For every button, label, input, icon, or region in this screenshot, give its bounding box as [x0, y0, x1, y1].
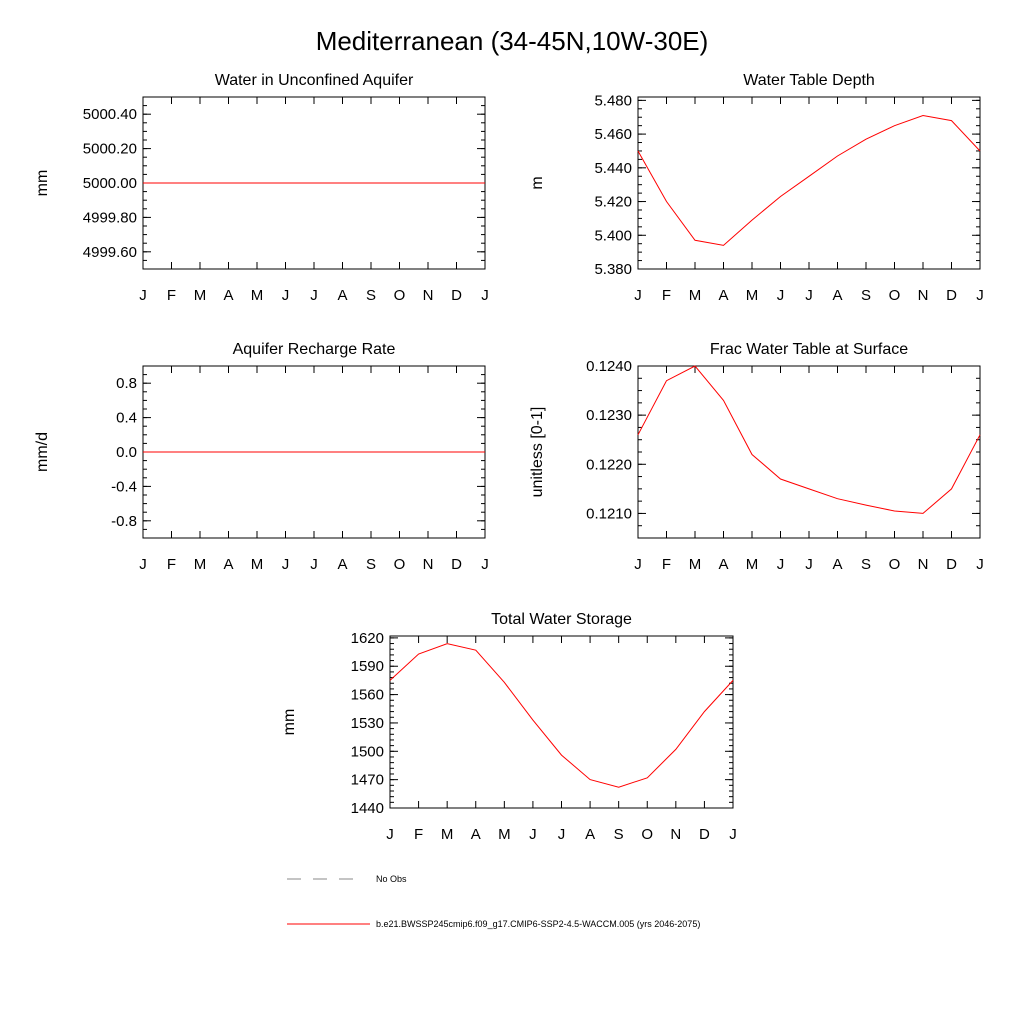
- x-tick-label: J: [310, 287, 318, 304]
- x-tick-label: A: [832, 556, 843, 573]
- y-tick-label: 4999.80: [82, 209, 137, 227]
- x-tick-label: N: [422, 556, 434, 573]
- panel-title: Water in Unconfined Aquifer: [214, 72, 414, 89]
- chart-panel-3: [34, 341, 489, 573]
- x-tick-label: M: [250, 556, 264, 573]
- x-tick-label: A: [832, 287, 843, 304]
- chart-panel-5: [281, 611, 737, 843]
- y-tick-label: 0.8: [116, 375, 137, 393]
- x-tick-label: O: [393, 556, 406, 573]
- x-tick-label: A: [337, 556, 348, 573]
- x-tick-label: S: [860, 556, 872, 573]
- chart-panel-4: [529, 341, 984, 573]
- x-tick-label: F: [661, 556, 672, 573]
- panel-title: Water Table Depth: [743, 72, 875, 89]
- x-tick-label: F: [661, 287, 672, 304]
- x-tick-label: J: [529, 826, 537, 843]
- x-tick-label: J: [805, 556, 813, 573]
- x-tick-label: J: [805, 287, 813, 304]
- x-tick-label: A: [718, 287, 729, 304]
- y-tick-label: 5000.00: [82, 175, 137, 192]
- x-tick-label: A: [585, 826, 596, 843]
- x-tick-label: S: [365, 287, 377, 304]
- x-tick-label: J: [729, 826, 737, 843]
- y-axis-label: unitless [0-1]: [529, 406, 546, 498]
- y-tick-label: 1590: [350, 658, 384, 676]
- x-tick-label: S: [860, 287, 872, 304]
- x-tick-label: M: [745, 556, 759, 573]
- plot-frame: [638, 97, 980, 269]
- x-tick-label: D: [698, 826, 710, 843]
- x-tick-label: J: [634, 556, 642, 573]
- x-tick-label: M: [250, 287, 264, 304]
- x-tick-label: A: [223, 287, 234, 304]
- series-line: [638, 116, 980, 246]
- page-title: Mediterranean (34-45N,10W-30E): [315, 26, 709, 56]
- x-tick-label: A: [223, 556, 234, 573]
- x-tick-label: J: [139, 287, 147, 304]
- y-axis-label: m: [529, 176, 546, 190]
- x-tick-label: M: [498, 826, 511, 843]
- y-tick-label: 0.4: [116, 409, 137, 427]
- y-tick-label: 0.1210: [586, 505, 632, 523]
- x-tick-label: S: [613, 826, 624, 843]
- x-tick-label: M: [440, 826, 454, 843]
- x-tick-label: J: [281, 556, 290, 573]
- y-tick-label: 5.420: [594, 193, 632, 211]
- y-tick-label: 4999.60: [82, 243, 137, 261]
- x-tick-label: J: [776, 287, 785, 304]
- y-tick-label: 1530: [350, 714, 384, 732]
- x-tick-label: M: [688, 556, 702, 573]
- y-tick-label: 5.480: [594, 92, 632, 110]
- x-tick-label: M: [688, 287, 702, 304]
- y-tick-label: 1440: [350, 800, 384, 817]
- x-tick-label: M: [193, 287, 207, 304]
- y-tick-label: 1560: [350, 686, 384, 704]
- x-tick-label: O: [393, 287, 406, 304]
- y-axis-label: mm: [281, 708, 298, 736]
- x-tick-label: N: [422, 287, 434, 304]
- x-tick-label: A: [470, 826, 481, 843]
- x-tick-label: J: [481, 556, 489, 573]
- x-tick-label: F: [166, 287, 177, 304]
- x-tick-label: J: [557, 826, 566, 843]
- y-tick-label: 1620: [350, 629, 384, 647]
- y-tick-label: 1500: [350, 743, 384, 761]
- y-tick-label: 0.1230: [586, 407, 632, 425]
- chart-panel-1: [34, 72, 489, 304]
- x-tick-label: O: [641, 826, 654, 843]
- y-tick-label: 5.440: [594, 159, 632, 177]
- x-tick-label: D: [451, 287, 462, 304]
- x-tick-label: J: [776, 556, 785, 573]
- y-tick-label: 5.380: [594, 261, 632, 278]
- x-tick-label: S: [365, 556, 377, 573]
- y-axis-label: mm/d: [34, 432, 51, 472]
- series-line: [638, 366, 980, 513]
- x-tick-label: J: [976, 287, 984, 304]
- panel-title: Frac Water Table at Surface: [709, 341, 909, 358]
- legend-model-label: b.e21.BWSSP245cmip6.f09_g17.CMIP6-SSP2-4.5-WACCM.005 (yrs 2046-2075): [376, 919, 701, 929]
- x-tick-label: D: [946, 287, 957, 304]
- plot-frame: [638, 366, 980, 538]
- x-tick-label: O: [888, 287, 901, 304]
- panel-title: Total Water Storage: [491, 611, 632, 628]
- x-tick-label: M: [745, 287, 759, 304]
- y-tick-label: -0.8: [111, 512, 137, 530]
- y-tick-label: 5.400: [594, 227, 632, 245]
- y-tick-label: 1470: [350, 771, 384, 789]
- plot-frame: [390, 636, 733, 808]
- y-tick-label: 0.0: [116, 444, 137, 461]
- x-tick-label: M: [193, 556, 207, 573]
- y-tick-label: 5000.40: [82, 106, 137, 124]
- y-axis-label: mm: [34, 169, 51, 197]
- chart-panel-2: [529, 72, 984, 304]
- x-tick-label: N: [670, 826, 682, 843]
- legend: [287, 874, 700, 929]
- y-tick-label: 0.1220: [586, 456, 632, 474]
- x-tick-label: F: [166, 556, 177, 573]
- x-tick-label: A: [337, 287, 348, 304]
- y-tick-label: 0.1240: [586, 358, 632, 375]
- y-tick-label: 5000.20: [82, 140, 137, 158]
- series-line: [390, 644, 733, 788]
- x-tick-label: N: [917, 287, 929, 304]
- y-tick-label: -0.4: [111, 478, 137, 496]
- x-tick-label: O: [888, 556, 901, 573]
- x-tick-label: D: [451, 556, 462, 573]
- x-tick-label: F: [413, 826, 424, 843]
- x-tick-label: J: [281, 287, 290, 304]
- x-tick-label: J: [976, 556, 984, 573]
- x-tick-label: N: [917, 556, 929, 573]
- panel-title: Aquifer Recharge Rate: [232, 341, 396, 358]
- x-tick-label: J: [481, 287, 489, 304]
- x-tick-label: J: [386, 826, 394, 843]
- x-tick-label: J: [310, 556, 318, 573]
- legend-obs-label: No Obs: [376, 874, 407, 884]
- x-tick-label: D: [946, 556, 957, 573]
- x-tick-label: J: [634, 287, 642, 304]
- x-tick-label: J: [139, 556, 147, 573]
- y-tick-label: 5.460: [594, 126, 632, 144]
- x-tick-label: A: [718, 556, 729, 573]
